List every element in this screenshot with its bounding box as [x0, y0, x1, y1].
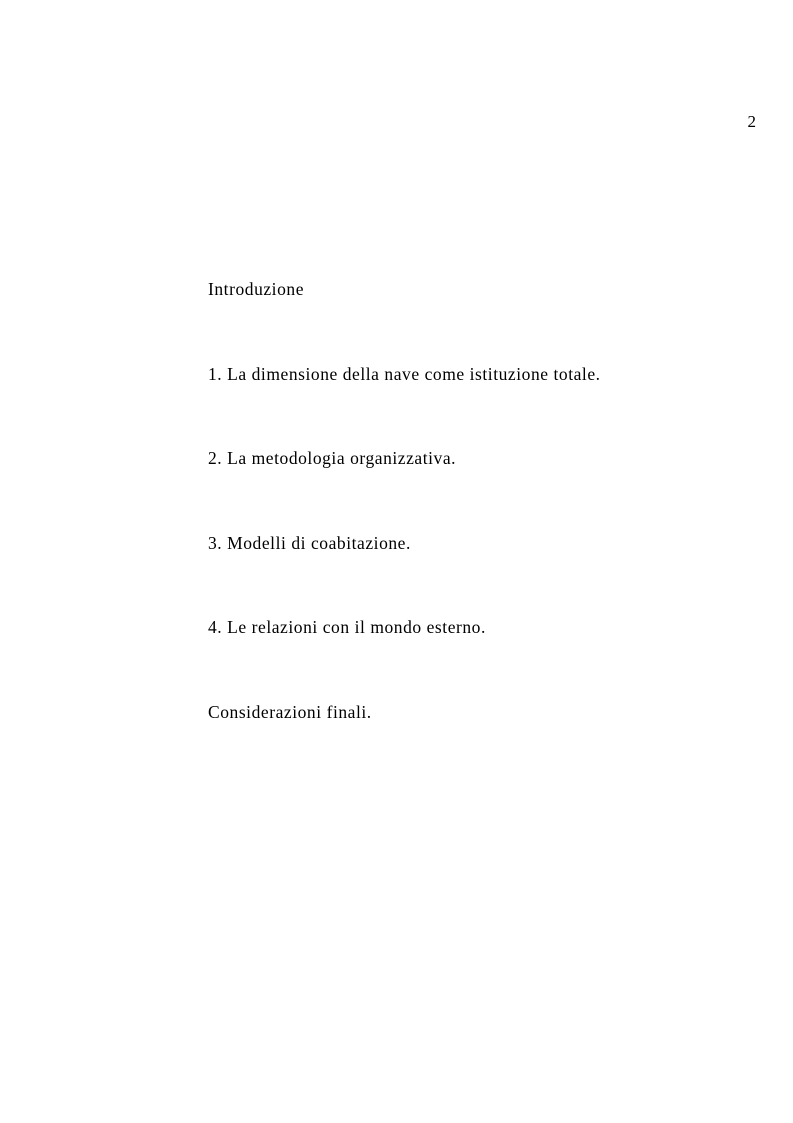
- table-of-contents: [208, 278, 601, 786]
- toc-entry-chapter-3: 3. Modelli di coabitazione.: [208, 532, 411, 553]
- toc-entry-chapter-4: 4. Le relazioni con il mondo esterno.: [208, 617, 486, 638]
- toc-entry-chapter-2: 2. La metodologia organizzativa.: [208, 448, 457, 469]
- toc-entry-introduction: Introduzione: [208, 279, 305, 299]
- toc-entry-chapter-1: 1. La dimensione della nave come istituzione totale.: [208, 363, 601, 384]
- toc-entry-final-considerations: Considerazioni finali.: [208, 701, 372, 722]
- page-number: 2: [747, 112, 756, 131]
